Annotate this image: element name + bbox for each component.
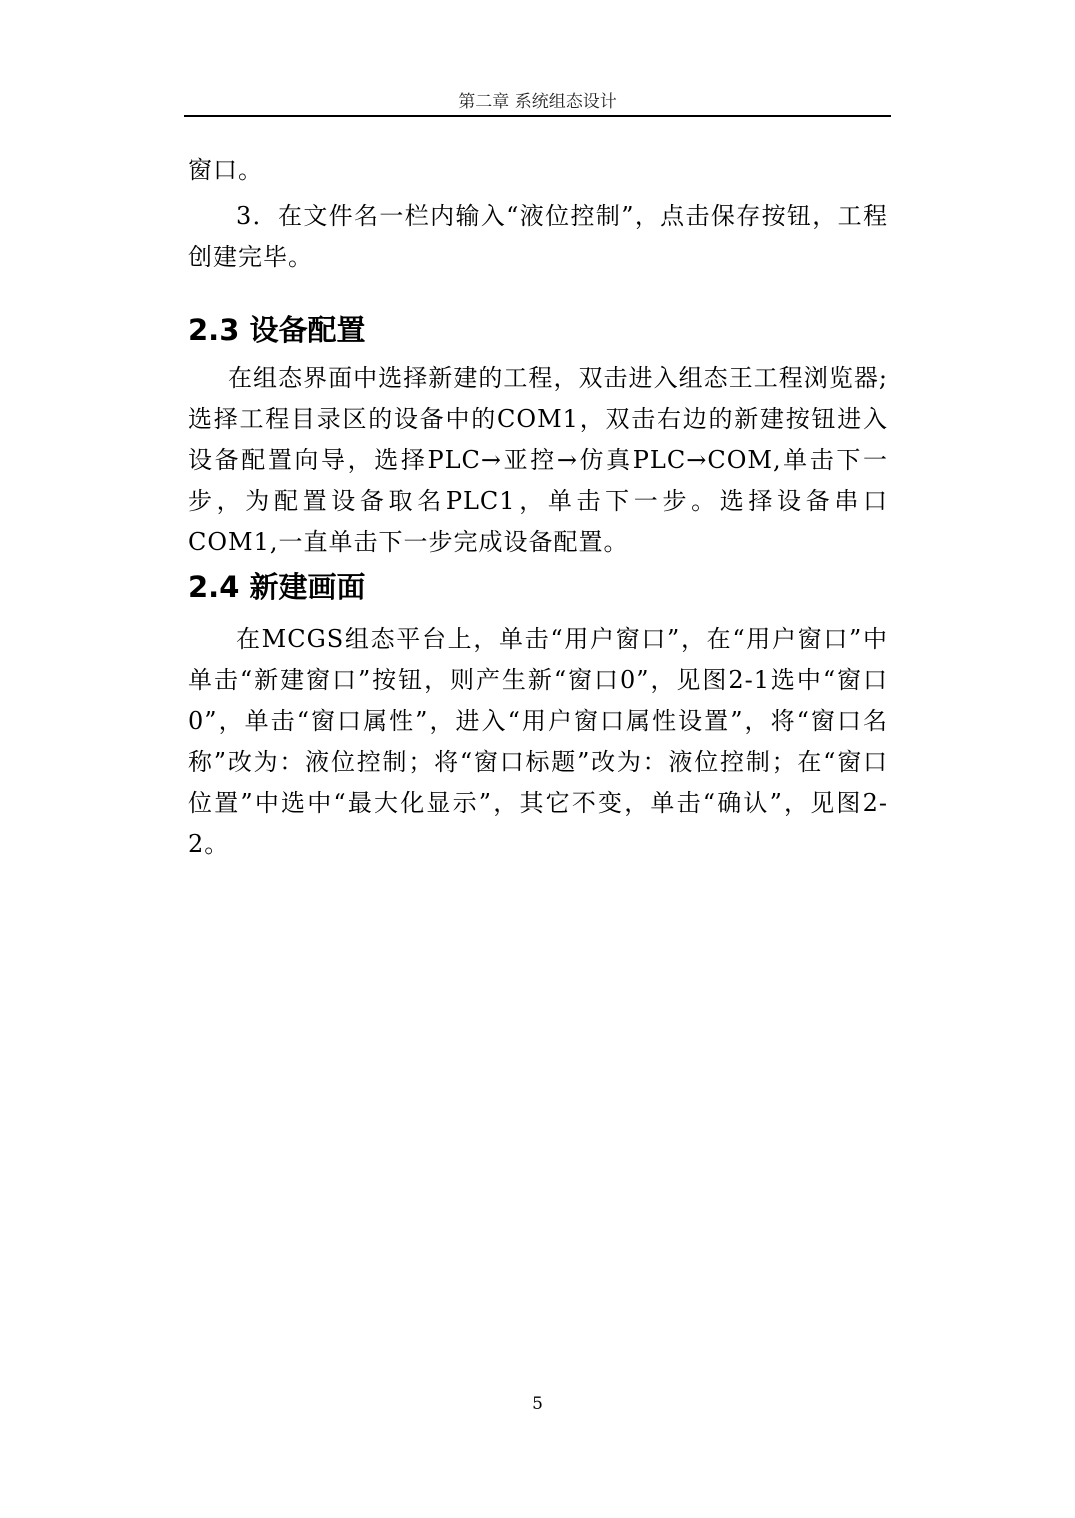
paragraph-new-screen: 在MCGS组态平台上，单击“用户窗口”，在“用户窗口”中单击“新建窗口”按钮，则产生新“窗口0”，见图2-1选中“窗口0”，单击“窗口属性”，进入“用户窗口属性设置”，将“窗口名称”改为：液位控制；将“窗口标题”改为：液位控制；在“窗口位置”中选中“最大化显示”，其它不变，单击“确认”，见图2-2。 xyxy=(188,625,888,858)
header-rule xyxy=(184,115,891,117)
section-heading-2-3: 2.3 设备配置 xyxy=(188,313,366,347)
paragraph-device-config: 在组态界面中选择新建的工程，双击进入组态王工程浏览器;选择工程目录区的设备中的COM1，双击右边的新建按钮进入设备配置向导，选择PLC→亚控→仿真PLC→COM,单击下一步，为配置设备取名PLC1，单击下一步。选择设备串口COM1,一直单击下一步完成设备配置。 xyxy=(188,364,888,556)
page-number: 5 xyxy=(532,1394,543,1414)
section-heading-2-4: 2.4 新建画面 xyxy=(188,570,366,604)
running-header: 第二章 系统组态设计 xyxy=(458,92,617,112)
paragraph-step-3: 3．在文件名一栏内输入“液位控制”，点击保存按钮，工程创建完毕。 xyxy=(188,202,888,271)
page-body xyxy=(188,150,888,865)
paragraph-continued: 窗口。 xyxy=(188,156,263,184)
